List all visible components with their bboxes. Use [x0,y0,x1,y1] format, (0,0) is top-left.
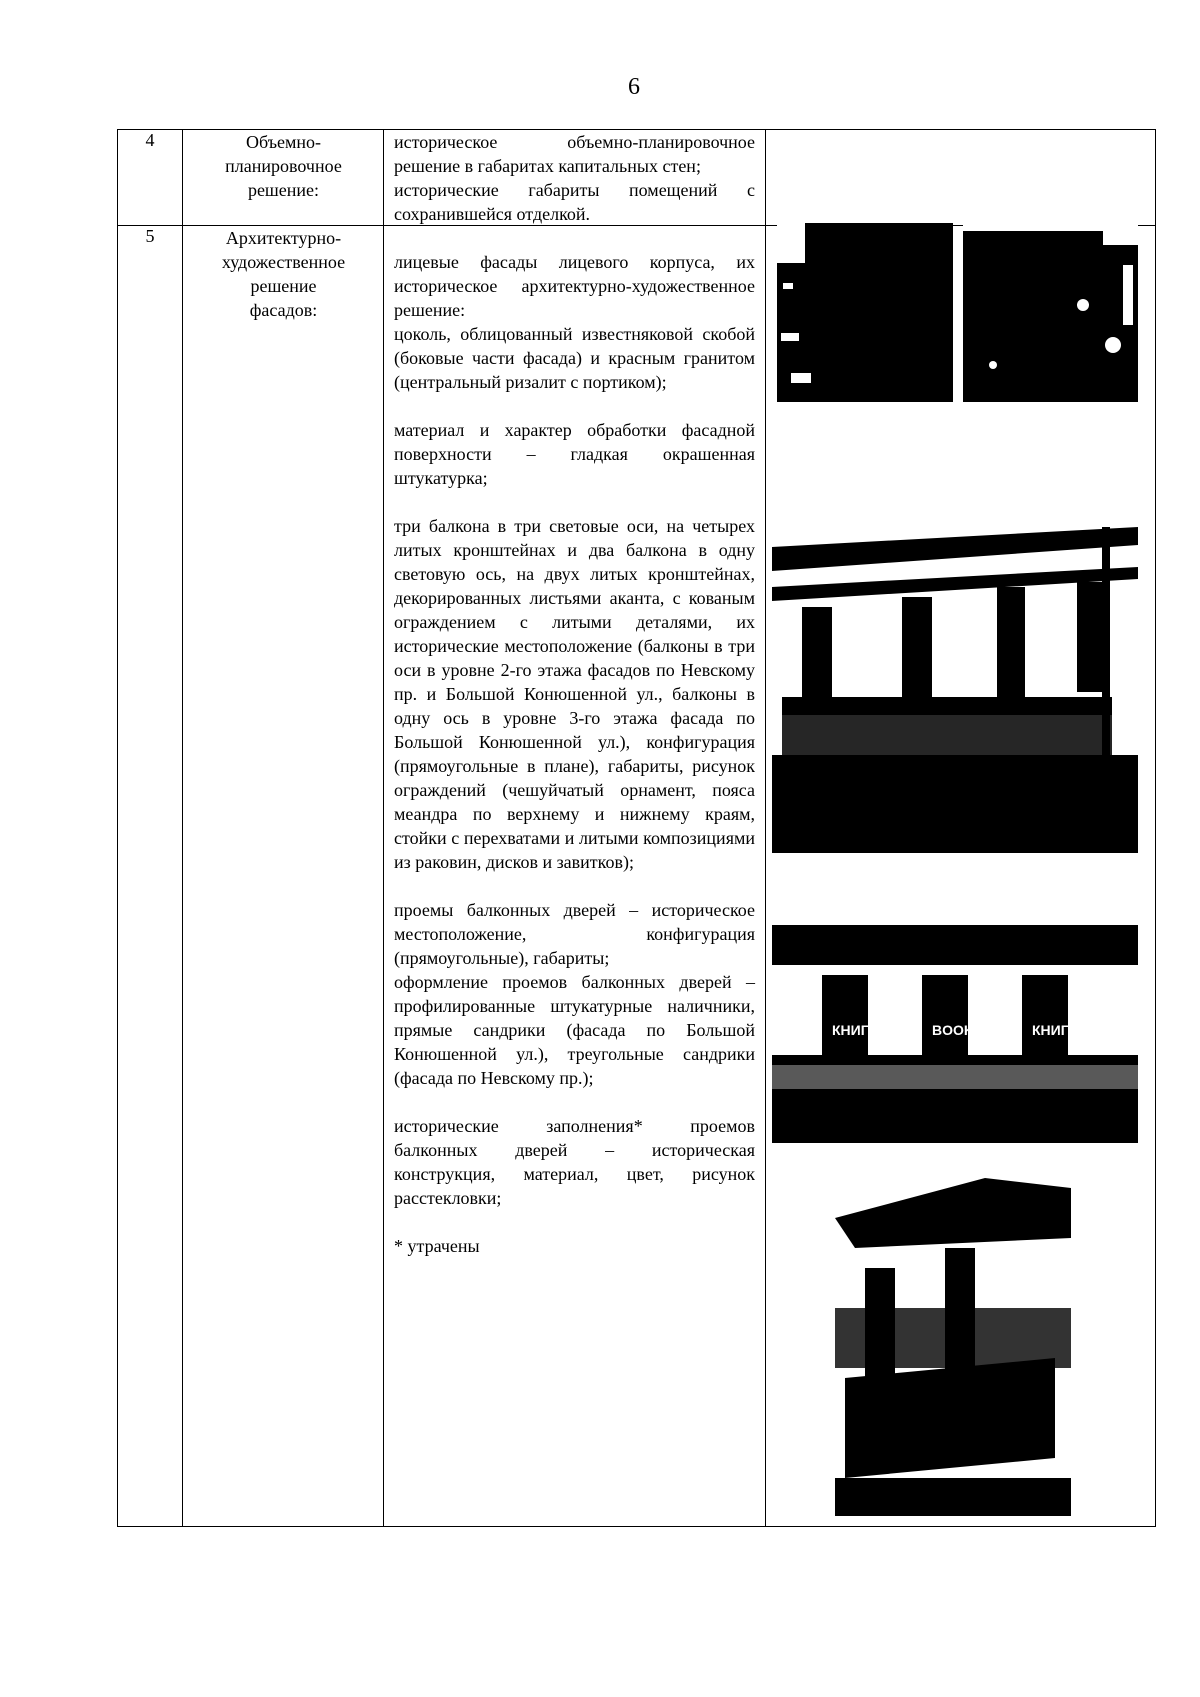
description-paragraph: три балкона в три световые оси, на четырех литых кронштейнах и два балкона в одну световую ось, на двух литых кронштейнах, декорированных листьями аканта, с кованым ограждением с литыми деталями, их исторические местоположение (балконы в три оси в уровне 2-го этажа фасадов по Невскому пр. и Большой Конюшенной ул., балконы в одну ось в уровне 3-го этажа фасада по Большой Конюшенной ул.), конфигурация (прямоугольные в плане), габариты, рисунок ограждений (чешуйчатый орнамент, пояса меандра по верхнему и нижнему краям, стойки с перехватами и литыми композициями из раковин, дисков и завитков); [394,516,755,872]
row-5-number: 5 [145,226,155,246]
footnote: * утрачены [394,1236,480,1256]
page-number: 6 [628,74,640,100]
description-paragraph: лицевые фасады лицевого корпуса, их историческое архитектурно-художественное решение: [394,252,755,320]
photo-sign: КНИГИ [832,1022,879,1038]
description-paragraph: проемы балконных дверей – историческое местоположение, конфигурация (прямоугольные), габариты; [394,900,755,968]
description-paragraph: исторические заполнения* проемов балконных дверей – историческая конструкция, материал, цвет, рисунок расстекловки; [394,1116,755,1208]
row-5-name-line: художественное [221,252,346,272]
row-4-description [394,130,755,226]
column-divider [383,130,384,1526]
description-paragraph: исторические габариты помещений с сохранившейся отделкой. [394,180,755,224]
photo-sign: BOOKS [932,1022,984,1038]
photo-balcony-three-axes [772,527,1138,853]
photo-balcony-one-axis [835,1178,1071,1516]
description-paragraph: цоколь, облицованный известняковой скобой (боковые части фасада) и красным гранитом (центральный ризалит с портиком); [394,324,755,392]
row-5-name-line: Архитектурно- [225,228,342,248]
row-5-name [184,226,383,322]
row-4-name [184,130,383,202]
photo-plinth-left [777,223,953,402]
description-paragraph: материал и характер обработки фасадной поверхности – гладкая окрашенная штукатурка; [394,420,755,488]
row-4-name-line: решение: [247,180,320,200]
row-4-number: 4 [145,130,155,150]
photo-sign: КНИГИ [1032,1022,1079,1038]
row-4-name-line: планировочное [225,156,342,176]
row-5-description [394,250,755,1258]
column-divider [182,130,183,1526]
column-divider [765,130,766,1526]
photo-balcony-doors [772,925,1138,1143]
row-5-name-line: фасадов: [249,300,318,320]
photo-plinth-right [963,225,1138,402]
description-paragraph: историческое объемно-планировочное решение в габаритах капитальных стен; [394,132,755,176]
row-4-name-line: Объемно- [245,132,322,152]
description-paragraph: оформление проемов балконных дверей – профилированные штукатурные наличники, прямые сандрики (фасада по Большой Конюшенной ул.), треугольные сандрики (фасада по Невскому пр.); [394,972,755,1088]
row-5-name-line: решение [250,276,317,296]
